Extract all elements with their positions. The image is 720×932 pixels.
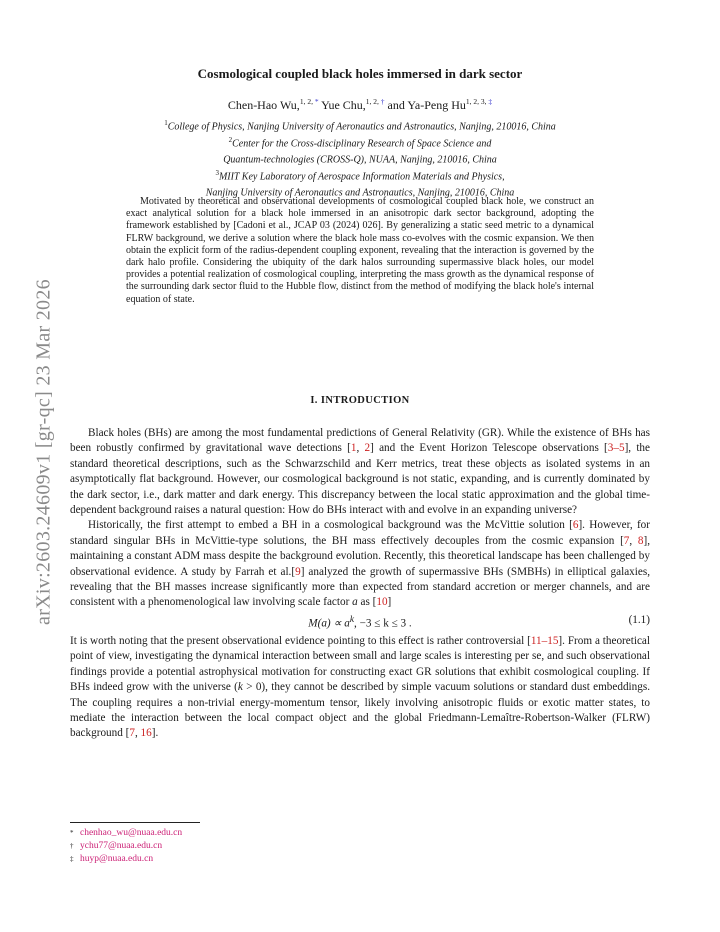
citation-link[interactable]: 3–5 (607, 442, 625, 455)
citation-link[interactable]: 10 (376, 596, 388, 609)
arxiv-stamp: arXiv:2603.24609v1 [gr-qc] 23 Mar 2026 (32, 279, 55, 625)
footnote-divider (70, 822, 200, 823)
author-3: and Ya-Peng $Hu^{1, 2, 3,}$ ‡ (384, 97, 493, 112)
affiliation-line: $^2$Center for the Cross-disciplinary Research of Space Science and (228, 135, 492, 149)
footnote-item: † ychu77@nuaa.edu.cn (70, 841, 163, 852)
citation-link[interactable]: 16 (140, 727, 152, 740)
author-1-footnote-link[interactable]: * (312, 97, 319, 106)
body-text (70, 426, 650, 742)
footnotes (70, 827, 470, 867)
abstract-text: Motivated by theoretical and observational developments of cosmological coupled black hole, we construct an exact analytical solution for a black hole immersed in an anisotropic dark sector background, adopting the framework established by [Cadoni et al., JCAP 03 (2024) 026]. By generalizing a static seed metric to a dynamical FLRW background, we derive a solution where the black hole mass co-evolves with the cosmic expansion. We then obtain the explicit form of the radius-dependent coupling exponent, revealing that the interaction is governed by the dark halo profile. Considering the ubiquity of the dark halos surrounding supermassive black holes, our model provides a potential realization of cosmological coupling, interpreting the mass growth as the dynamical response of the surrounding dark sector fluid to the Hubble flow, distinct from the method of modifying the black hole's internal equation of state. (126, 196, 594, 305)
equation-text: $M(a) \propto a^k$, −3 ≤ k ≤ 3 . (308, 614, 412, 630)
paragraph-3: It is worth noting that the present observational evidence pointing to this effect is rather controversial [11–15]. From a theoretical point of view, investigating the dynamical interaction between small and large scales is interesting per se, and such observational findings provide a potential astrophysical motivation for constructing exact GR solutions that exhibit cosmological coupling. If BHs indeed grow with the universe (k > 0), they cannot be described by simple vacuum solutions or standard dust embeddings. The coupling requires a non-trivial energy-momentum tensor, likely involving anisotropic fluids or exotic matter states, to mediate the interaction between the local compact object and the global Friedmann-Lemaître-Robertson-Walker (FLRW) background [7, 16]. (70, 634, 650, 740)
affiliation-line: $^1$College of Physics, Nanjing University of Aeronautics and Astronautics, Nanjing, 210016, China (164, 119, 556, 133)
citation-link[interactable]: 1 (350, 442, 357, 455)
email-link[interactable]: ychu77@nuaa.edu.cn (80, 841, 163, 852)
author-2-footnote-link[interactable]: † (378, 97, 385, 106)
section-heading: I. INTRODUCTION (310, 395, 410, 406)
citation-link[interactable]: 2 (364, 442, 371, 455)
paper-title: Cosmological coupled black holes immersed in dark sector (197, 66, 523, 81)
affiliation-line: Nanjing University of Aeronautics and Astronautics, Nanjing, 210016, China (205, 187, 515, 199)
citation-link[interactable]: 11–15 (530, 634, 559, 647)
equation-number: (1.1) (628, 613, 650, 626)
paragraph-1: Black holes (BHs) are among the most fundamental predictions of General Relativity (GR). While the existence of BHs has been robustly confirmed by gravitational wave detections [1, 2] and the Event Horizon Telescope observations [3–5], the standard theoretical descriptions, such as the Schwarzschild and Kerr metrics, treat these objects as isolated systems in an asymptotically flat background. However, our cosmological background is not static, expanding, and is currently dominated by the dark sector, i.e., dark matter and dark energy. This discrepancy between the local static approximation and the global time-dependent background raises a natural question: How do BHs interact with and evolve in an expanding universe? (70, 427, 650, 517)
math-symbol: k (237, 681, 243, 694)
citation-link[interactable]: 9 (295, 565, 301, 578)
citation-link[interactable]: 8 (637, 534, 644, 547)
footnote-item: ‡ huyp@nuaa.edu.cn (70, 854, 154, 865)
affiliations (70, 117, 650, 200)
citation-link[interactable]: 7 (129, 727, 135, 740)
citation-link[interactable]: 6 (572, 519, 579, 532)
footnote-item: * chenhao_wu@nuaa.edu.cn (70, 828, 183, 838)
email-link[interactable]: huyp@nuaa.edu.cn (80, 854, 154, 865)
affiliation-line: Quantum-technologies (CROSS-Q), NUAA, Nanjing, 210016, China (223, 154, 497, 166)
author-3-footnote-link[interactable]: ‡ (486, 97, 493, 106)
equation-1-1 (70, 612, 650, 632)
math-symbol: a (352, 596, 358, 609)
paragraph-2: Historically, the first attempt to embed a BH in a cosmological background was the McVittie solution [6]. However, for standard singular BHs in McVittie-type solutions, the BH mass effectively decouples from the cosmic expansion [7, 8], maintaining a constant ADM mass despite the background evolution. Recently, this theoretical landscape has been challenged by observational evidence. A study by Farrah et al.[9] analyzed the growth of supermassive BHs (SMBHs) in elliptical galaxies, revealing that the BH masses increase significantly more than expected from standard accretion or merger channels, and are consistent with a phenomenological law involving scale factor a as [10] (70, 519, 650, 609)
author-2: Yue Chu,$^{1, 2,}$ † (318, 97, 385, 112)
author-1: Chen-Hao Wu,$^{1, 2,}$ * (227, 97, 319, 112)
abstract (126, 196, 594, 306)
author-list (70, 97, 650, 113)
email-link[interactable]: chenhao_wu@nuaa.edu.cn (80, 828, 183, 838)
affiliation-line: $^3$MIIT Key Laboratory of Aerospace Information Materials and Physics, (215, 168, 505, 182)
arxiv-sidebar (8, 0, 68, 932)
citation-link[interactable]: 7 (623, 534, 630, 547)
